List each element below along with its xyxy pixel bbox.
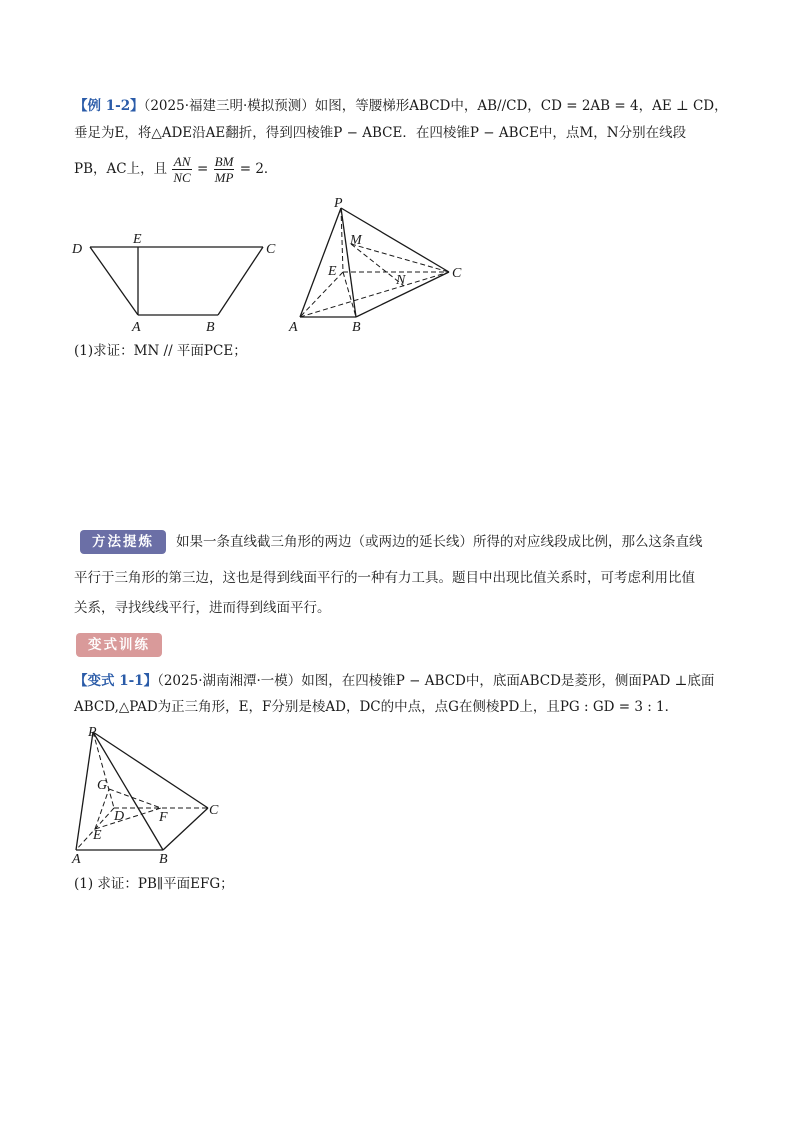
label-b: B	[159, 852, 168, 867]
example-line-3	[74, 152, 277, 186]
variant-text-1: 如图，在四棱锥P − ABCD中，底面ABCD是菱形，侧面PAD ⊥底面	[301, 673, 715, 689]
label-e: E	[133, 232, 142, 247]
example-line-2	[74, 123, 686, 143]
example-text-3-post: = 2．	[239, 161, 278, 177]
method-text-1: 如果一条直线截三角形的两边（或两边的延长线）所得的对应线段成比例，那么这条直线	[176, 534, 703, 550]
method-text-3: 关系，寻找线线平行，进而得到线面平行。	[74, 600, 331, 616]
label-c: C	[209, 803, 219, 818]
label-p: P	[334, 196, 343, 211]
method-badge: 方法提炼	[80, 530, 166, 554]
label-b: B	[352, 320, 361, 335]
variant-text-2: ABCD,△PAD为正三角形，E，F分别是棱AD，DC的中点，点G在侧棱PD上，且PG : GD = 3 : 1．	[74, 699, 679, 715]
label-a: A	[132, 320, 141, 335]
equals-sign: =	[197, 161, 209, 177]
variant-source: （2025·湖南湘潭·一模）	[157, 673, 302, 689]
example-tag: 【例 1-2】	[74, 98, 144, 114]
label-a: A	[289, 320, 298, 335]
label-f: F	[159, 810, 168, 825]
label-m: M	[350, 233, 362, 248]
label-e: E	[93, 828, 102, 843]
label-n: N	[396, 273, 406, 288]
fraction-bm-mp	[214, 154, 235, 185]
frac1-denominator: NC	[173, 170, 191, 185]
label-d: D	[114, 809, 125, 824]
example-text-1: 如图，等腰梯形ABCD中，AB//CD，CD = 2AB = 4，AE ⊥ CD，	[314, 98, 728, 114]
frac2-numerator: BM	[214, 154, 234, 169]
pyramid-pabcd-figure	[70, 722, 230, 868]
example-text-2: 垂足为E，将△ADE沿AE翻折，得到四棱锥P − ABCE．在四棱锥P − ABCE中，点M，N分别在线段	[74, 125, 687, 141]
method-text-2: 平行于三角形的第三边，这也是得到线面平行的一种有力工具。题目中出现比值关系时，可考虑利用比值	[74, 570, 695, 586]
label-c: C	[452, 266, 462, 281]
fraction-an-nc	[172, 154, 191, 185]
variant-badge: 变式训练	[76, 633, 162, 657]
variant-question-1-text: (1) 求证：PB∥平面EFG；	[74, 876, 234, 892]
example-line-1	[74, 96, 728, 116]
label-d: D	[72, 242, 83, 257]
frac1-numerator: AN	[173, 154, 191, 169]
label-a: A	[72, 852, 81, 867]
frac2-denominator: MP	[214, 170, 234, 185]
label-p: P	[88, 725, 97, 740]
label-c: C	[266, 242, 276, 257]
trapezoid-figure	[66, 225, 286, 340]
label-g: G	[97, 778, 108, 793]
variant-line-2	[74, 697, 678, 717]
example-source: （2025·福建三明·模拟预测）	[143, 98, 315, 114]
method-line-2	[74, 568, 695, 588]
label-b: B	[206, 320, 215, 335]
label-e: E	[328, 264, 337, 279]
example-question-1	[74, 341, 247, 361]
method-line-3	[74, 598, 331, 618]
example-text-3-pre: PB，AC上，且	[74, 161, 168, 177]
question-1-text: (1)求证：MN // 平面PCE；	[74, 343, 247, 359]
method-line-1	[176, 532, 703, 552]
variant-question-1	[74, 874, 234, 894]
variant-tag: 【变式 1-1】	[74, 673, 158, 689]
variant-line-1	[74, 671, 714, 691]
pyramid-pabce-figure	[286, 195, 476, 337]
